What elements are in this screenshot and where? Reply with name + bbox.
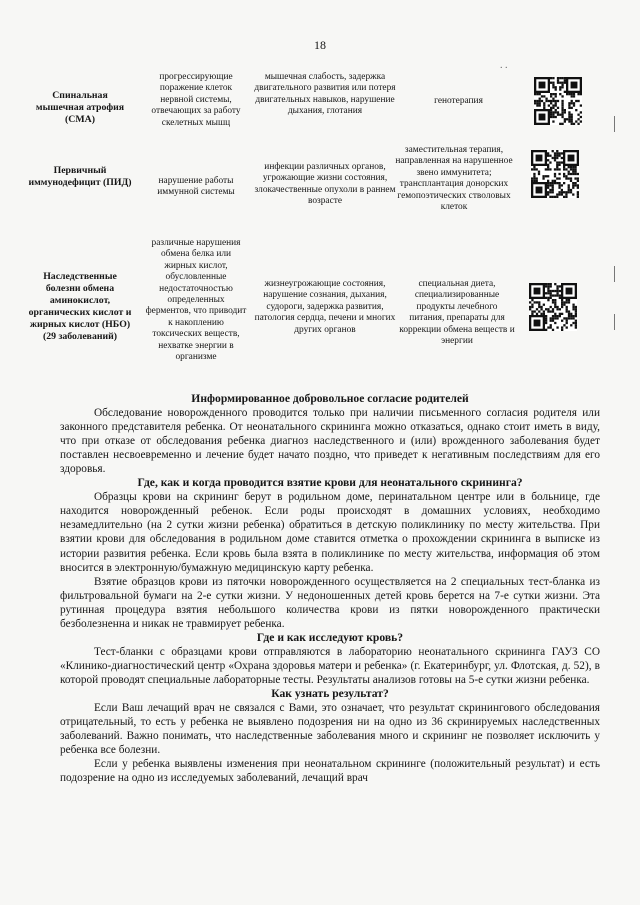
qr-code[interactable] (529, 283, 577, 331)
disease-name: Наследственные болезни обмена аминокислот, органических кислот и жирных кислот (НБО) (29 заболеваний) (28, 271, 132, 342)
table-row (28, 145, 618, 227)
section-paragraph: Обследование новорожденного проводится только при наличии письменного согласия родителя или законного представителя ребенка. От неонатального скрининга можно отказаться, однако стоит иметь в виду, что при отказе от обследования ребенка диагноз наследственного и (или) врожденного заболевания будет поставлен несвоевременно и лечение будет начато поздно, что приведет к негативным последствиям для его здоровья. (60, 407, 600, 476)
disease-treatment: генотерапия (434, 96, 483, 106)
qr-code[interactable] (534, 77, 582, 125)
disease-treatment: заместительная терапия, направленная на нарушенное звено иммунитета; трансплантация донорских гемопоэтических стволовых клеток (395, 145, 513, 213)
section-heading: Где, как и когда проводится взятие крови для неонатального скрининга? (137, 476, 523, 490)
section-paragraph: Тест-бланки с образцами крови отправляются в лабораторию неонатального скрининга ГАУЗ СО «Клинико-диагностический центр «Охрана здоровья матери и ребенка» (г. Екатеринбург, ул. Флотская, д. 52), в которой проводят специальные лабораторные тесты. Результаты анализов готовы на 5-е сутки жизни ребенка. (60, 645, 600, 686)
section-paragraph: Если у ребенка выявлены изменения при неонатальном скрининге (положительный результат) и есть подозрение на одно из исследуемых заболеваний, лечащий врач (60, 758, 600, 785)
section-paragraph: Если Ваш лечащий врач не связался с Вами, это означает, что результат скринингового обследования отрицательный, то есть у ребенка не выявлено подозрения ни на одно из 36 скринируемых наследственных заболеваний. Важно понимать, что наследственные заболевания много и скрининг не позволяет исключить у ребенка все болезни. (60, 702, 600, 757)
scan-edge-mark (614, 266, 615, 282)
disease-treatment: специальная диета, специализированные продукты лечебного питания, препараты для коррекции обмена веществ и энергии (399, 279, 515, 347)
disease-symptoms: мышечная слабость, задержка двигательного развития или потеря двигательных навыков, нарушение дыхания, глотания (254, 72, 396, 117)
table-row (28, 72, 618, 138)
section-paragraph: Взятие образцов крови из пяточки новорожденного осуществляется на 2 специальных тест-бланка из фильтровальной бумаги на 2-е сутки жизни. У недоношенных детей кровь берется на 7-е сутки жизни. Эта рутинная процедура взятия небольшого количества крови из пятки новорожденного практически безболезненна и никак не травмирует ребенка. (60, 575, 600, 630)
consent-information (60, 392, 600, 785)
disease-cause: нарушение работы иммунной системы (157, 176, 235, 198)
table-row (28, 238, 618, 386)
scan-dots: . . (500, 60, 508, 71)
section-heading: Где и как исследуют кровь? (256, 630, 404, 644)
scan-edge-mark (614, 314, 615, 330)
disease-cause: прогрессирующие поражение клеток нервной системы, отвечающих за работу скелетных мышц (151, 72, 241, 128)
scan-edge-mark (614, 116, 615, 132)
qr-code[interactable] (531, 150, 579, 198)
section-paragraph: Образцы крови на скрининг берут в родильном доме, перинатальном центре или в больнице, где находится новорожденный ребенок. Если роды происходят в домашних условиях, необходимо незамедлительно (на 2 сутки жизни ребенка) обратиться в детскую поликлинику по месту жительства. При взятии крови для обследования в родильном доме ставится отметка о прохождении скрининга в выписке из истории развития ребенка. Если кровь была взята в поликлинике по месту жительства, информация об этом вносится в электронную/бумажную медицинскую карту ребенка. (60, 491, 600, 574)
disease-name: Спинальная мышечная атрофия (СМА) (35, 90, 125, 125)
page-number: 18 (314, 38, 326, 52)
disease-symptoms: жизнеугрожающие состояния, нарушение сознания, дыхания, судороги, задержка развития, патология сердца, печени и многих других органов (254, 279, 396, 335)
disease-symptoms: инфекции различных органов, угрожающие жизни состояния, злокачественные опухоли в раннем возрасте (254, 162, 396, 207)
disease-cause: различные нарушения обмена белка или жирных кислот, обусловленные недостаточностью определенных ферментов, что приводит к накоплению токсических веществ, нехватке энергии в организме (145, 238, 247, 363)
section-heading: Информированное добровольное согласие родителей (191, 392, 469, 405)
disease-name: Первичный иммунодефицит (ПИД) (28, 165, 132, 188)
section-heading: Как узнать результат? (271, 686, 389, 700)
